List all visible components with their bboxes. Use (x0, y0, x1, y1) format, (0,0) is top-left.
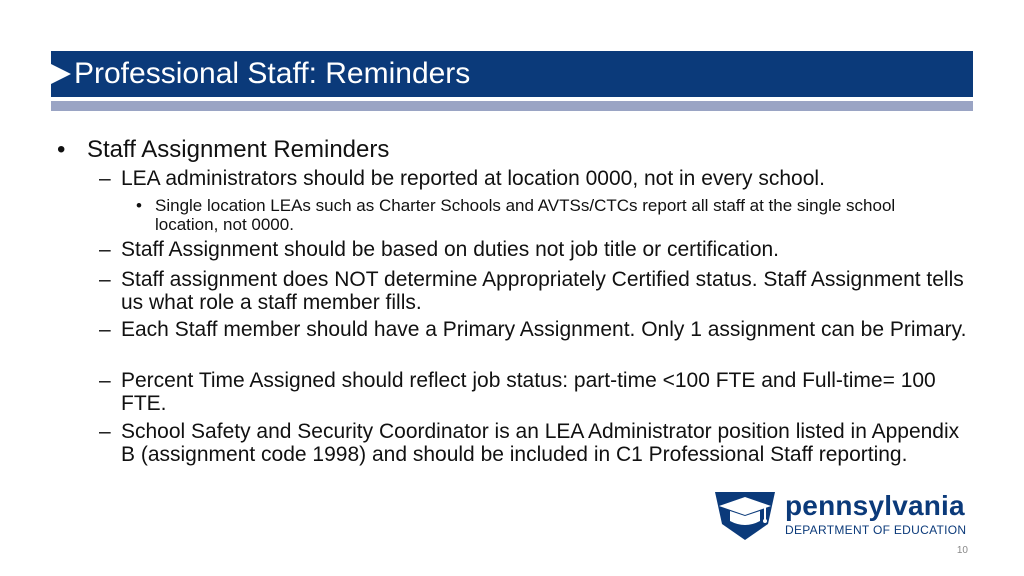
list-item-safety-coordinator: School Safety and Security Coordinator is an LEA Administrator position listed in Appendix B (assignment code 1998) and should be included in C1 Professional Staff reporting. (121, 420, 960, 466)
dash-icon: – (99, 238, 111, 261)
logo-wordmark: pennsylvania (785, 490, 965, 521)
bullet-icon: • (136, 196, 142, 215)
bullet-icon: • (57, 136, 66, 163)
list-item-certified-status: Staff assignment does NOT determine Appropriately Certified status. Staff Assignment tells us what role a staff member fills. (121, 268, 964, 314)
dash-icon: – (99, 167, 111, 190)
list-item-percent-time: Percent Time Assigned should reflect job status: part-time <100 FTE and Full-time= 100 FTE. (121, 369, 936, 415)
dash-icon: – (99, 420, 111, 443)
section-heading: Staff Assignment Reminders (87, 136, 390, 163)
sub-list-item-single-location: Single location LEAs such as Charter Schools and AVTSs/CTCs report all staff at the single school location, not 0000. (155, 196, 896, 234)
dash-icon: – (99, 369, 111, 392)
dash-icon: – (99, 268, 111, 291)
list-item-primary-assignment: Each Staff member should have a Primary Assignment. Only 1 assignment can be Primary. (121, 318, 967, 341)
list-item-lea-administrators: LEA administrators should be reported at location 0000, not in every school. (121, 167, 825, 190)
logo-department: DEPARTMENT OF EDUCATION (785, 523, 967, 537)
page-number: 10 (956, 545, 968, 556)
pa-education-logo (713, 490, 975, 542)
list-item-staff-assignment-duties: Staff Assignment should be based on duties not job title or certification. (121, 238, 780, 261)
title-arrow-icon (51, 64, 71, 84)
slide-title: Professional Staff: Reminders (74, 57, 471, 90)
keystone-graduation-cap-icon (713, 490, 777, 542)
title-underline (51, 101, 973, 111)
dash-icon: – (99, 318, 111, 341)
